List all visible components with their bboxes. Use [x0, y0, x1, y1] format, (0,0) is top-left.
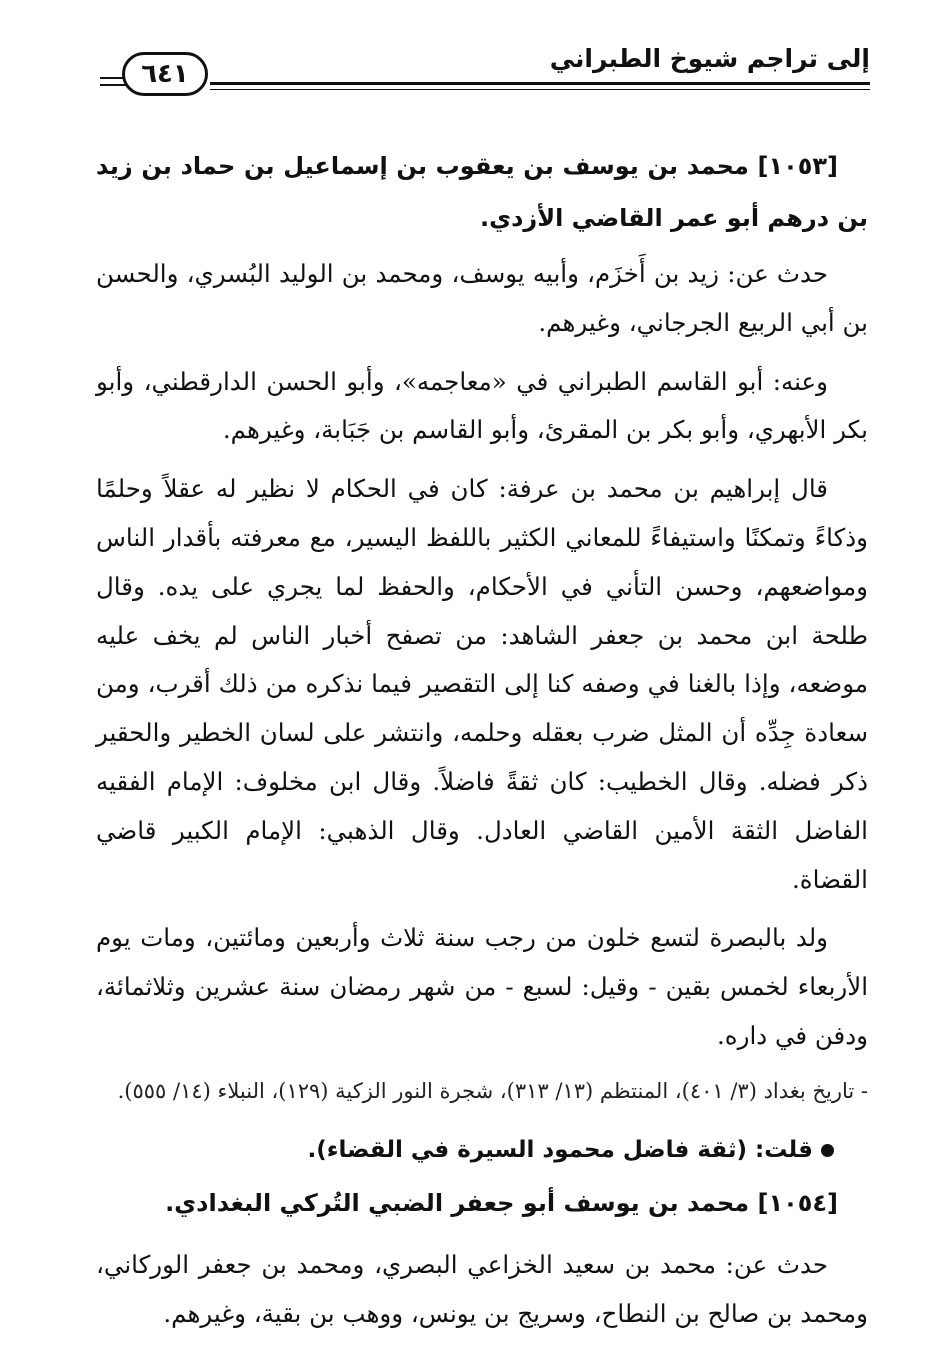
paragraph-scholar-opinions: قال إبراهيم بن محمد بن عرفة: كان في الحكام لا نظير له عقلاً وحلمًا وذكاءً وتمكنًا واستيفاءً للمعاني الكثير باللفظ اليسير، مع معرفته بأقدار الناس ومواضعهم، وحسن التأني في الأحكام، والحفظ لما يجري على يده. وقال طلحة ابن محمد بن جعفر الشاهد: من تصفح أخبار الناس لم يخف عليه موضعه، وإذا بالغنا في وصفه كنا إلى التقصير فيما نذكره من ذلك أقرب، ومن سعادة جِدِّه أن المثل ضرب بعقله وحلمه، وانتشر على لسان الخطير والحقير ذكر فضله. وقال الخطيب: كان ثقةً فاضلاً. وقال ابن مخلوف: الإمام الفقيه الفاضل الثقة الأمين القاضي العادل. وقال الذهبي: الإمام الكبير قاضي القضاة. [96, 474, 868, 894]
paragraph-narrated-from: حدث عن: زيد بن أَخزَم، وأبيه يوسف، ومحمد بن الوليد البُسري، والحسن بن أبي الربيع الجرجاني، وغيرهم. [96, 259, 868, 337]
running-title: إلى تراجم شيوخ الطبراني [549, 44, 870, 73]
header-rule-long-top [210, 82, 870, 85]
header-rule-long-bottom [210, 89, 870, 90]
sources-footnote: - تاريخ بغداد (٣/ ٤٠١)، المنتظم (١٣/ ٣١٣)، شجرة النور الزكية (١٢٩)، النبلاء (١٤/ ٥٥٥). [117, 1078, 868, 1103]
paragraph-birth-death: ولد بالبصرة لتسع خلون من رجب سنة ثلاث وأربعين ومائتين، ومات يوم الأربعاء لخمس بقين - وقيل: لسبع - من شهر رمضان سنة عشرين وثلاثمائة، ودفن في داره. [96, 923, 868, 1050]
header-rule-short-bottom [100, 84, 126, 86]
page-number-badge [122, 52, 208, 96]
paragraph-narrated-from: حدث عن: محمد بن سعيد الخزاعي البصري، ومحمد بن جعفر الوركاني، ومحمد بن صالح بن النطاح، وسريج بن يونس، ووهب بن بقية، وغيرهم. [96, 1249, 868, 1328]
entry-title: [١٠٥٤] محمد بن يوسف أبو جعفر الضبي التُركي البغدادي. [165, 1188, 838, 1217]
paragraph-narrated-by: وعنه: أبو القاسم الطبراني في «معاجمه»، وأبو الحسن الدارقطني، وأبو بكر الأبهري، وأبو بكر بن المقرئ، وأبو القاسم بن جَبَابة، وغيرهم. [96, 366, 868, 445]
page-body [96, 140, 868, 1348]
entry-title: [١٠٥٣] محمد بن يوسف بن يعقوب بن إسماعيل بن حماد بن زيد بن درهم أبو عمر القاضي الأزدي. [96, 152, 868, 232]
author-verdict-text: قلت: (ثقة فاضل محمود السيرة في القضاء). [307, 1136, 813, 1163]
page-number: ٦٤١ [141, 59, 189, 89]
author-verdict [96, 1123, 868, 1177]
bullet-icon [821, 1144, 834, 1157]
